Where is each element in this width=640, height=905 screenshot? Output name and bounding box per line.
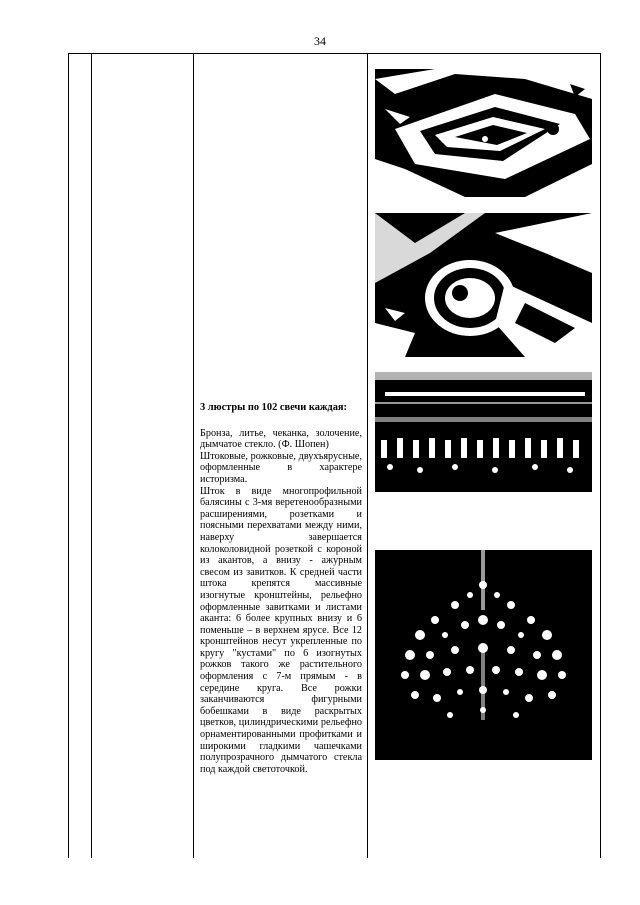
page-number: 34 xyxy=(314,34,326,48)
table-column-divider-4 xyxy=(367,53,368,858)
item-paragraph-1: Штоковые, рожковые, двухъярусные, оформленные в характере историзма. xyxy=(200,450,362,485)
item-description xyxy=(200,402,362,775)
table-column-divider-5 xyxy=(600,53,601,858)
item-heading: 3 люстры по 102 свечи каждая: xyxy=(200,402,347,413)
table-top-border xyxy=(68,53,600,54)
item-material: Бронза, литье, чеканка, золочение, дымчатое стекло. (Ф. Шопен) xyxy=(200,427,362,451)
table-column-divider-3 xyxy=(193,53,194,858)
photo-ceiling-plafond xyxy=(375,69,592,197)
photo-ceiling-rosette xyxy=(375,213,592,357)
item-paragraph-2: Шток в виде многопрофильной балясины с 3-мя веретенообразными расширениями, розетками и поясными перехватами между ними, наверху завершается колоколовидной розеткой с короной из акантов, а внизу - ажурным свесом из завитков. К средней части штока крепятся массивные изогнутые кронштейны, рельефно оформленные завитками и листами аканта: 6 более крупных внизу и 6 поменьше – в верхнем ярусе. Все 12 кронштейнов несут укрепленные по кругу "кустами" по 6 изогнутых рожков такого же растительного оформления с 7-м прямым - в середине круга. Все рожки заканчиваются фигурными бобешками в виде раскрытых цветков, цилиндрическими рельефно орнаментированными профитками и широкими гладкими чашечками полупрозрачного дымчатого стекла под каждой светоточкой. xyxy=(200,485,362,775)
photo-chandelier-lit xyxy=(375,550,592,760)
table-column-divider-2 xyxy=(91,53,92,858)
photo-chandelier-bulbs xyxy=(375,372,592,492)
table-column-divider-1 xyxy=(68,53,69,858)
